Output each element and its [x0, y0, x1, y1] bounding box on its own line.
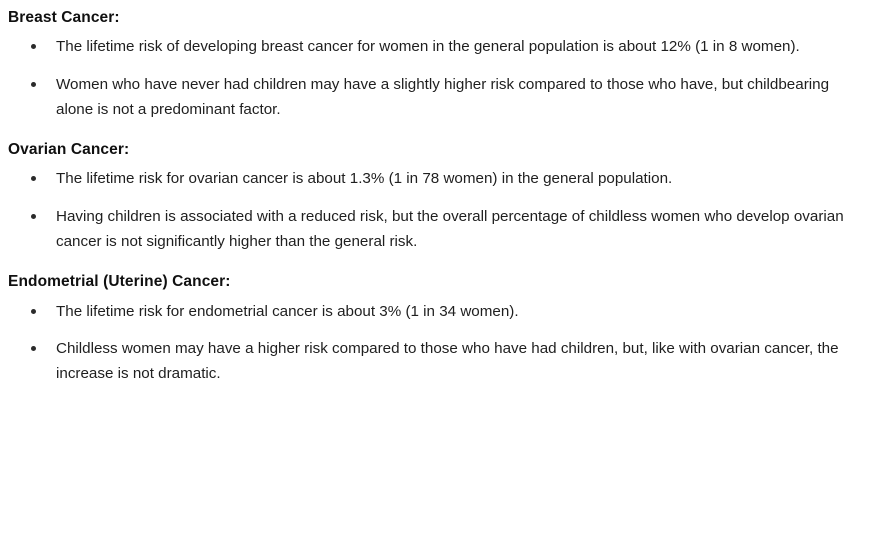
bullet-dot-icon: [31, 214, 36, 219]
bullet-list: [8, 300, 861, 387]
bullet-dot-icon: [31, 82, 36, 87]
bullet-dot-icon: [31, 346, 36, 351]
list-item: [8, 73, 861, 122]
list-item-text: Women who have never had children may have a slightly higher risk compared to those who have, but childbearing alone is not a predominant factor.: [56, 75, 830, 118]
list-item-text: Having children is associated with a reduced risk, but the overall percentage of childless women who develop ovarian cancer is not significantly higher than the general risk.: [56, 208, 844, 250]
bullet-list: [8, 167, 861, 254]
bullet-dot-icon: [31, 44, 36, 49]
section-ovarian-cancer: [8, 138, 861, 254]
bullet-dot-icon: [31, 176, 36, 181]
list-item-text: The lifetime risk of developing breast cancer for women in the general population is about 12% (1 in 8 women).: [56, 38, 800, 56]
list-item: [8, 337, 861, 386]
list-item: [8, 35, 861, 60]
list-item-text: The lifetime risk for ovarian cancer is about 1.3% (1 in 78 women) in the general population.: [56, 170, 673, 188]
list-item: [8, 167, 861, 192]
section-endometrial-cancer: [8, 270, 861, 386]
list-item-text: Childless women may have a higher risk compared to those who have had children, but, like with ovarian cancer, the increase is not dramatic.: [56, 340, 839, 382]
section-heading: Ovarian Cancer:: [8, 141, 130, 159]
bullet-dot-icon: [31, 309, 36, 314]
list-item: [8, 300, 861, 325]
list-item: [8, 205, 861, 254]
section-heading: Breast Cancer:: [8, 9, 120, 26]
section-heading: Endometrial (Uterine) Cancer:: [8, 273, 231, 291]
list-item-text: The lifetime risk for endometrial cancer is about 3% (1 in 34 women).: [56, 302, 519, 320]
bullet-list: [8, 35, 861, 122]
section-breast-cancer: [8, 6, 861, 122]
